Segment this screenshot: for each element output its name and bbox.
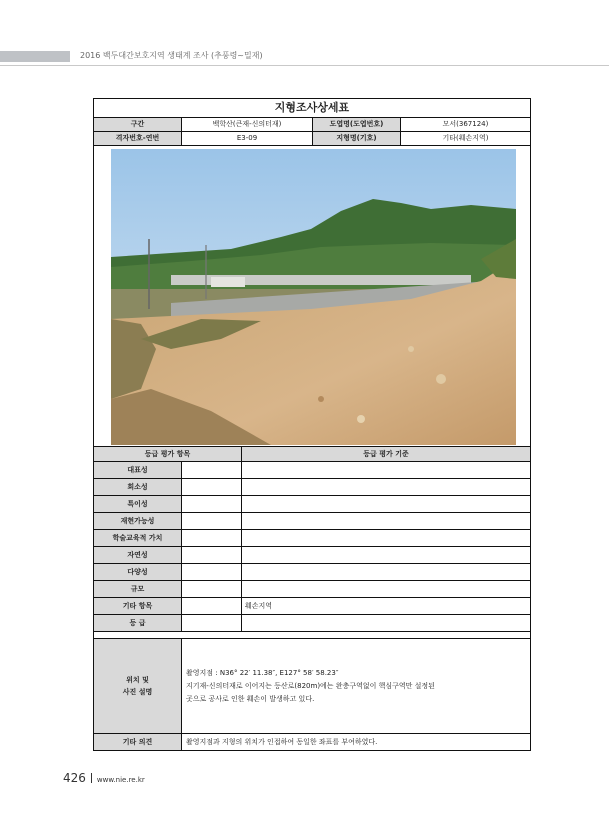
location-label [94,639,182,733]
landform-name-label: 지형명(기호) [313,132,401,145]
map-sheet-label: 도엽명(도엽번호) [313,118,401,131]
photo-cell [94,146,530,447]
grade-criteria-header: 등급 평가 기준 [363,450,409,458]
section-label: 구간 [94,118,182,131]
section-value: 백학산(큰재-신의터재) [182,118,313,131]
grade-row-rarity [94,479,530,496]
grade-row-reproducibility [94,513,530,530]
grade-criteria [242,462,530,478]
description-line: 지기재-신의터재로 이어지는 등산로(820m)에는 완충구역없이 핵심구역만 설정된 [186,682,435,690]
map-sheet-value: 모서(367124) [442,120,489,128]
info-row-grid [94,132,530,146]
grade-criteria [242,513,530,529]
info-row-section [94,118,530,132]
grade-value [182,496,242,512]
footer-url: www.nie.re.kr [96,776,145,784]
grade-criteria [242,581,530,597]
grade-header [94,447,530,462]
running-header [0,47,609,65]
grade-row-academic-value [94,530,530,547]
page-footer [63,771,145,785]
grade-items-header: 등급 평가 항목 [94,447,242,461]
site-photo [111,149,516,445]
grade-label: 희소성 [94,479,182,495]
location-label-line1: 위치 및 [126,676,149,684]
grade-criteria [242,496,530,512]
form-title: 지형조사상세표 [94,99,530,118]
grade-row-naturalness [94,547,530,564]
grade-row-grade [94,615,530,632]
grade-value [182,581,242,597]
grade-value [182,530,242,546]
grade-label: 기타 항목 [94,598,182,614]
grade-label: 재현가능성 [94,513,182,529]
grade-row-other [94,598,530,615]
grade-criteria [242,479,530,495]
grade-value [182,598,242,614]
other-opinion-text: 촬영지점과 지형의 위치가 인접하여 동일한 좌표를 부여하였다. [186,738,378,746]
grid-number-label: 격자번호-연번 [94,132,182,145]
grade-value [182,615,242,631]
grade-row-uniqueness [94,496,530,513]
grade-label: 특이성 [94,496,182,512]
terrain-survey-form [93,98,531,751]
grade-row-diversity [94,564,530,581]
description-line: 곳으로 공사로 인한 훼손이 발생하고 있다. [186,695,315,703]
page-number: 426 [63,771,86,785]
grid-number-value: E3-09 [182,132,313,145]
other-opinion-label: 기타 의견 [94,734,182,750]
grade-row-representativeness [94,462,530,479]
grade-label: 학술교육적 가치 [94,530,182,546]
header-accent-bar [0,51,70,62]
location-label-line2: 사진 설명 [122,688,153,696]
grade-criteria [242,615,530,631]
grade-label: 대표성 [94,462,182,478]
grade-criteria [242,530,530,546]
grade-criteria [242,564,530,580]
grade-value [182,462,242,478]
grade-label: 규모 [94,581,182,597]
grade-value [182,547,242,563]
running-title: 2016 백두대간보호지역 생태계 조사 (추풍령~밀재) [80,51,263,60]
grade-value [182,513,242,529]
grade-value [182,479,242,495]
landform-name-value: 기타(훼손지역) [442,134,489,142]
grade-label: 자연성 [94,547,182,563]
header-rule [0,65,609,66]
footer-divider [91,773,92,783]
grade-row-scale [94,581,530,598]
grade-label: 다양성 [94,564,182,580]
spacer-row [94,632,530,639]
location-description [182,639,530,733]
grade-criteria [242,547,530,563]
grade-value [182,564,242,580]
grade-label: 등 급 [94,615,182,631]
location-row [94,639,530,734]
grade-criteria: 훼손지역 [245,602,273,610]
other-opinion-row [94,734,530,750]
photo-coordinates: 촬영지점 : N36° 22′ 11.38″, E127° 58′ 58.23″ [186,669,339,677]
